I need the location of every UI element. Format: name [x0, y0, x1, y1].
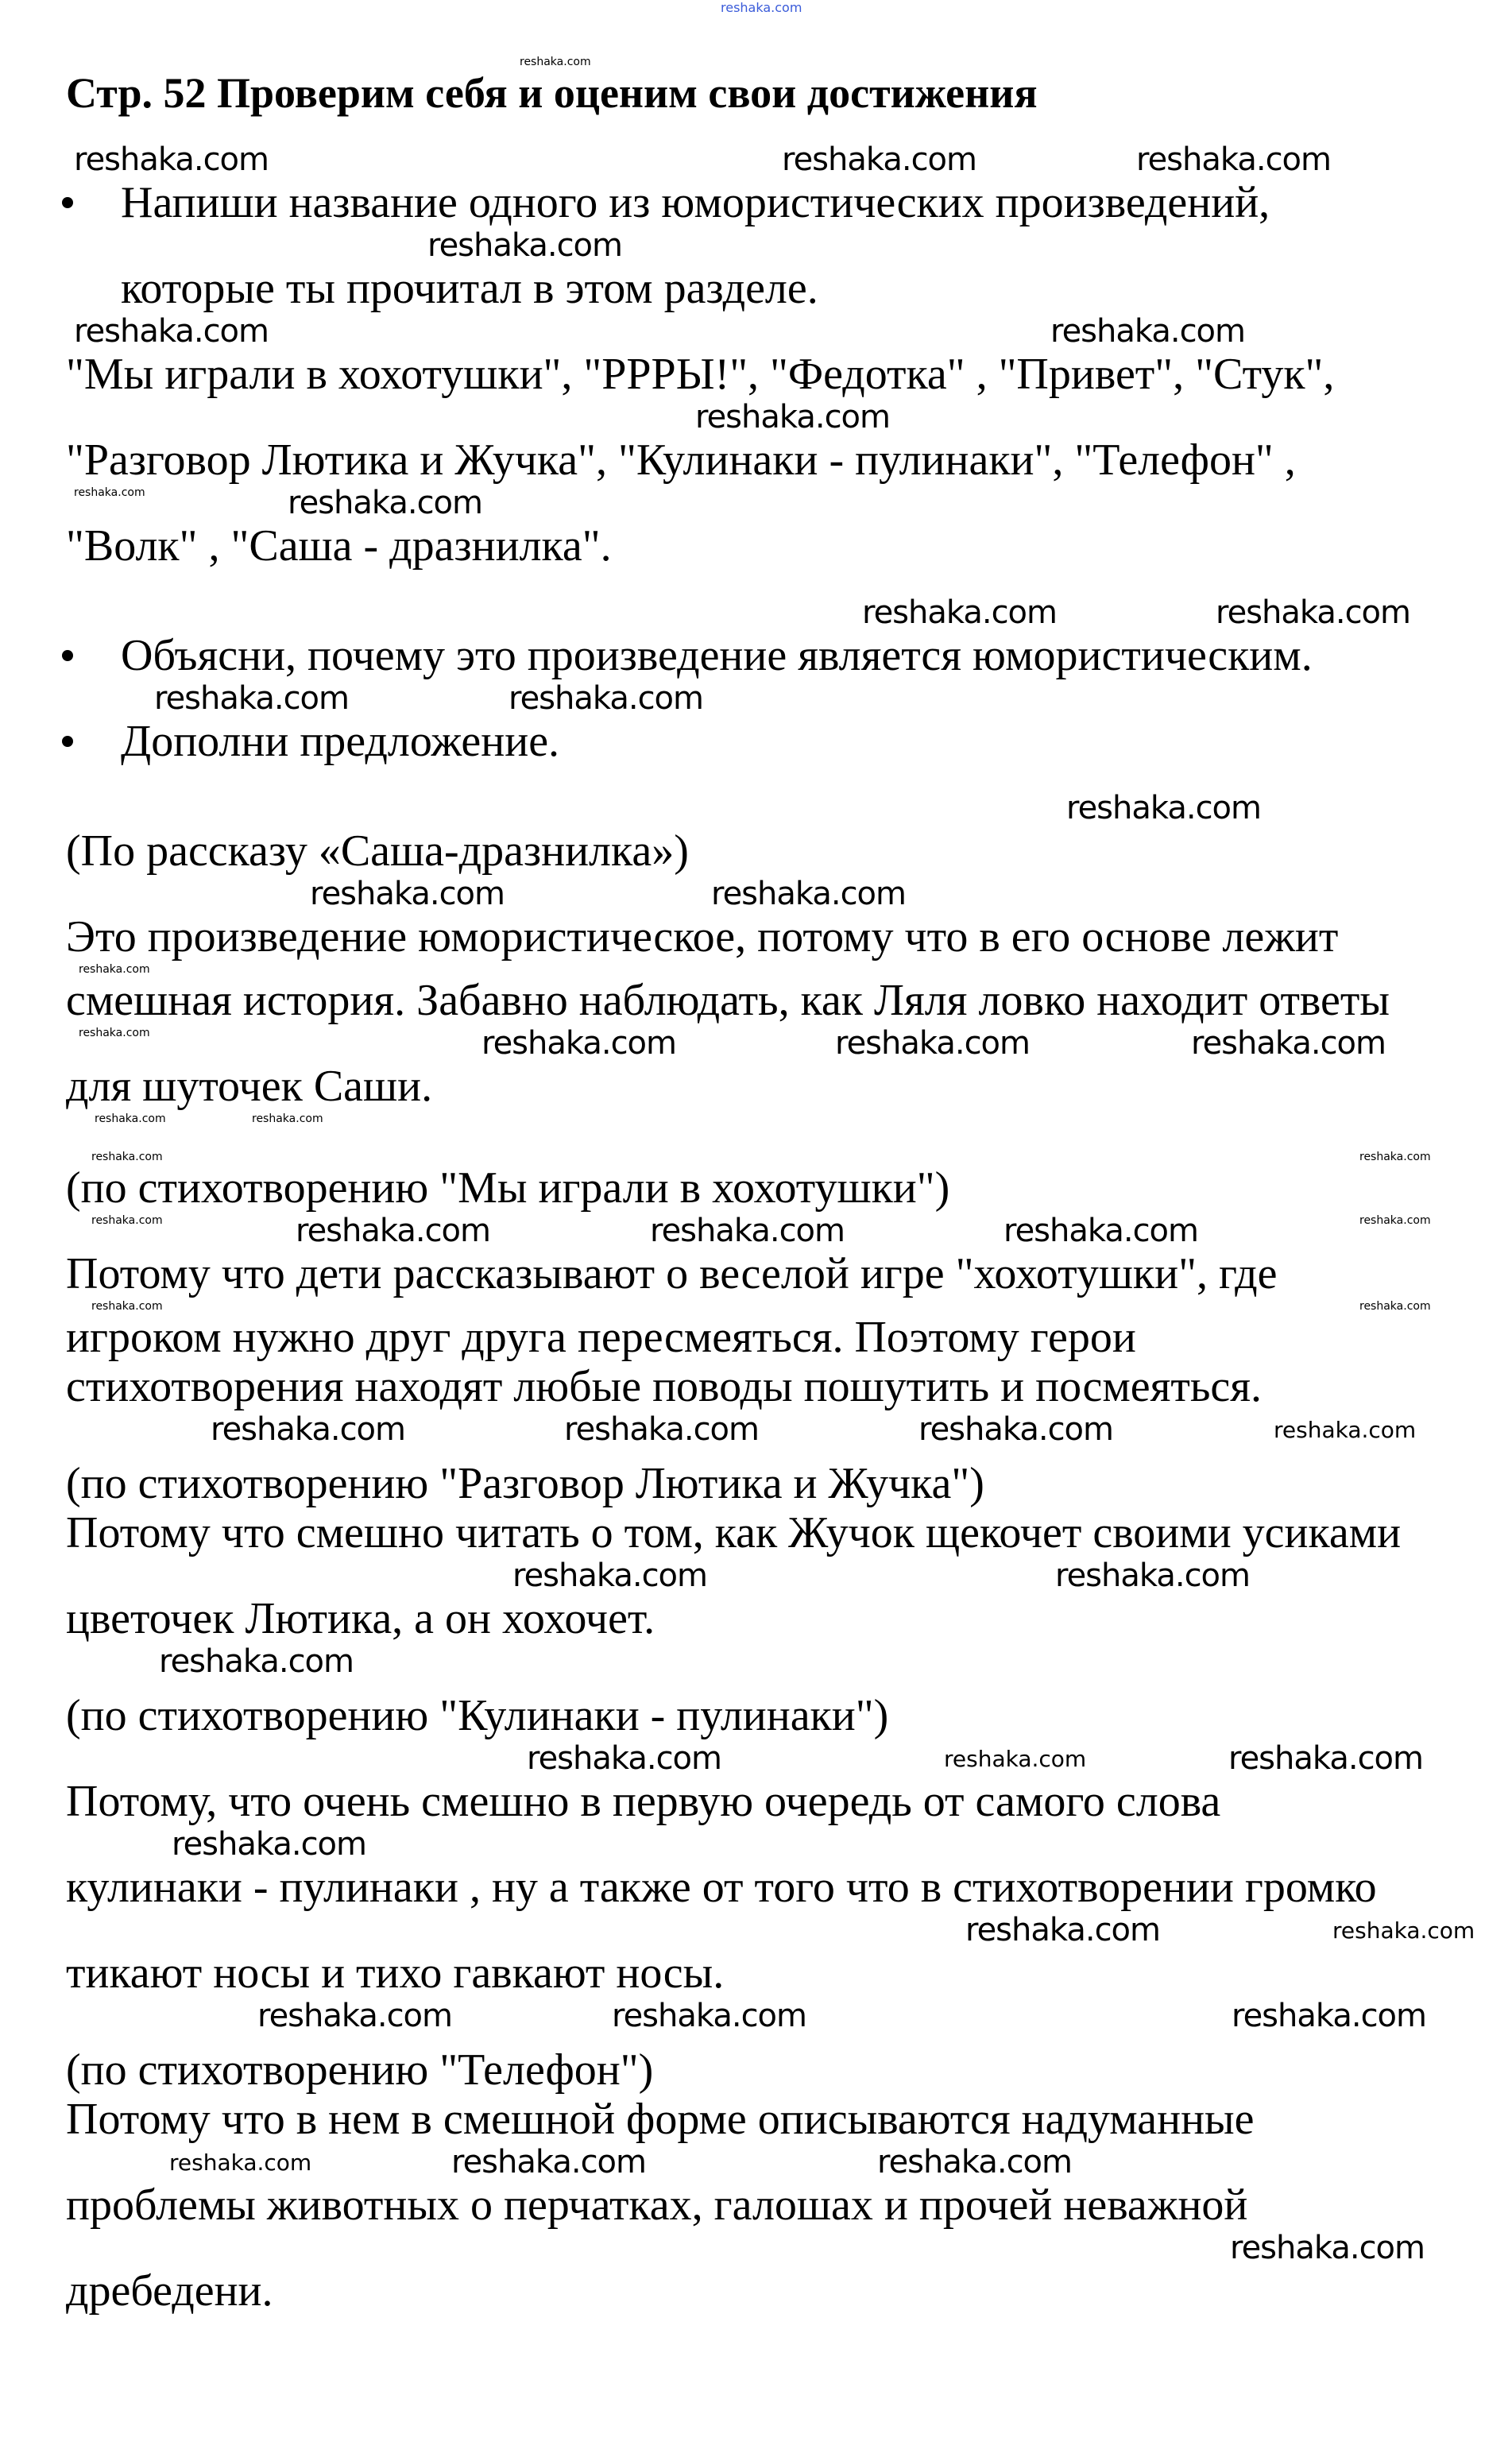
watermark: reshaka.com: [721, 0, 802, 15]
watermark: reshaka.com: [91, 1214, 163, 1227]
watermark: reshaka.com: [835, 1025, 1030, 1062]
watermark: reshaka.com: [95, 1112, 166, 1125]
watermark: reshaka.com: [310, 876, 505, 912]
answer-text: дребедени.: [66, 2266, 273, 2316]
answer-heading: (По рассказу «Саша-дразнилка»): [66, 826, 689, 876]
watermark-row: [0, 962, 1512, 976]
watermark-row: [0, 680, 1512, 717]
watermark: reshaka.com: [169, 2149, 312, 2176]
watermark-row: [0, 399, 1512, 435]
watermark: reshaka.com: [159, 1643, 354, 1680]
watermark: reshaka.com: [1066, 790, 1261, 826]
watermark: reshaka.com: [1359, 1151, 1431, 1163]
answer-heading: (по стихотворению "Телефон"): [66, 2045, 654, 2095]
watermark: reshaka.com: [564, 1411, 759, 1448]
bullet-icon: [62, 736, 73, 747]
watermark-row: [0, 313, 1512, 350]
watermark: reshaka.com: [1359, 1300, 1431, 1313]
watermark: reshaka.com: [1050, 313, 1245, 350]
watermark: reshaka.com: [211, 1411, 405, 1448]
answer-text: тикают носы и тихо гавкают носы.: [66, 1948, 725, 1998]
answer-text: кулинаки - пулинаки , ну а также от того что в стихотворении громко: [66, 1863, 1377, 1912]
answer-text: Потому что в нем в смешной форме описываются надуманные: [66, 2095, 1255, 2144]
watermark-row: [0, 2144, 1512, 2180]
watermark: reshaka.com: [944, 1746, 1087, 1772]
task-text: [121, 178, 1512, 227]
answer-text: Потому что смешно читать о том, как Жучок щекочет своими усиками: [66, 1508, 1402, 1557]
watermark: reshaka.com: [1274, 1417, 1417, 1443]
watermark: reshaka.com: [1332, 1917, 1475, 1944]
watermark-row: [0, 1826, 1512, 1863]
watermark: reshaka.com: [79, 1027, 150, 1039]
watermark-row: [0, 227, 1512, 264]
watermark-row: [0, 485, 1512, 521]
answer-text: смешная история. Забавно наблюдать, как Ляля ловко находит ответы: [66, 976, 1390, 1025]
watermark-row: [0, 1740, 1512, 1777]
watermark-row: [0, 54, 1512, 68]
works-list-line: "Мы играли в хохотушки", "РРРЫ!", "Федотка" , "Привет", "Стук",: [66, 350, 1335, 399]
answer-text: для шуточек Саши.: [66, 1062, 433, 1111]
watermark-row: [0, 594, 1512, 631]
watermark: reshaka.com: [154, 680, 349, 717]
task-text-line: Дополни предложение.: [121, 717, 560, 766]
watermark-row: [0, 790, 1512, 826]
watermark-row: [0, 141, 1512, 178]
task-text: [121, 717, 1512, 766]
watermark: reshaka.com: [296, 1213, 490, 1249]
watermark: reshaka.com: [91, 1300, 163, 1313]
watermark: reshaka.com: [512, 1557, 707, 1594]
watermark: reshaka.com: [1055, 1557, 1250, 1594]
bullet-icon: [62, 650, 73, 661]
watermark-row: [0, 1213, 1512, 1249]
answer-heading: (по стихотворению "Мы играли в хохотушки"): [66, 1163, 950, 1213]
watermark: reshaka.com: [695, 399, 890, 435]
watermark-row: [0, 1298, 1512, 1313]
watermark: reshaka.com: [782, 141, 976, 178]
watermark: reshaka.com: [1191, 1025, 1386, 1062]
watermark: reshaka.com: [1136, 141, 1331, 178]
watermark-row: [0, 2230, 1512, 2266]
task-text: [121, 631, 1512, 680]
watermark: reshaka.com: [1216, 594, 1410, 631]
answer-heading: (по стихотворению "Кулинаки - пулинаки"): [66, 1691, 889, 1740]
watermark: reshaka.com: [1230, 2230, 1425, 2266]
watermark: reshaka.com: [74, 486, 145, 499]
watermark: reshaka.com: [862, 594, 1057, 631]
bullet-icon: [62, 197, 73, 208]
watermark: reshaka.com: [612, 1998, 806, 2034]
watermark: reshaka.com: [172, 1826, 366, 1863]
watermark: reshaka.com: [918, 1411, 1113, 1448]
answer-text: Потому, что очень смешно в первую очередь от самого слова: [66, 1777, 1221, 1826]
answer-text: цветочек Лютика, а он хохочет.: [66, 1594, 655, 1643]
watermark-row: [0, 876, 1512, 912]
watermark: reshaka.com: [965, 1912, 1160, 1948]
task-text: которые ты прочитал в этом разделе.: [121, 264, 818, 313]
answer-text: игроком нужно друг друга пересмеяться. Поэтому герои: [66, 1313, 1136, 1362]
watermark-row: [0, 1411, 1512, 1448]
watermark-row: [0, 1025, 1512, 1062]
watermark: reshaka.com: [520, 56, 591, 68]
watermark-row: [0, 0, 1512, 14]
watermark: reshaka.com: [74, 313, 269, 350]
watermark: reshaka.com: [527, 1740, 721, 1777]
watermark: reshaka.com: [257, 1998, 452, 2034]
answer-text: Это произведение юмористическое, потому что в его основе лежит: [66, 912, 1339, 962]
watermark: reshaka.com: [481, 1025, 676, 1062]
watermark: reshaka.com: [288, 485, 482, 521]
watermark: reshaka.com: [1003, 1213, 1198, 1249]
answer-text: стихотворения находят любые поводы пошутить и посмеяться.: [66, 1362, 1262, 1411]
works-list-line: "Волк" , "Саша - дразнилка".: [66, 521, 612, 571]
answer-text: Потому что дети рассказывают о веселой игре "хохотушки", где: [66, 1249, 1278, 1298]
watermark-row: [0, 1643, 1512, 1680]
page-title: Стр. 52 Проверим себя и оценим свои достижения: [66, 69, 1038, 117]
watermark: reshaka.com: [427, 227, 622, 264]
watermark-row: [0, 1912, 1512, 1948]
watermark: reshaka.com: [91, 1151, 163, 1163]
watermark-row: [0, 1149, 1512, 1163]
task-text-line: Напиши название одного из юмористических произведений,: [121, 178, 1270, 227]
watermark: reshaka.com: [711, 876, 906, 912]
watermark-row: [0, 1557, 1512, 1594]
watermark: reshaka.com: [509, 680, 703, 717]
answer-heading: (по стихотворению "Разговор Лютика и Жучка"): [66, 1459, 984, 1508]
watermark: reshaka.com: [79, 963, 150, 976]
watermark: reshaka.com: [877, 2144, 1072, 2180]
watermark: reshaka.com: [451, 2144, 646, 2180]
watermark: reshaka.com: [1228, 1740, 1423, 1777]
watermark-row: [0, 1111, 1512, 1125]
answer-text: проблемы животных о перчатках, галошах и прочей неважной: [66, 2180, 1248, 2230]
watermark: reshaka.com: [650, 1213, 845, 1249]
watermark: reshaka.com: [252, 1112, 323, 1125]
watermark: reshaka.com: [74, 141, 269, 178]
works-list-line: "Разговор Лютика и Жучка", "Кулинаки - пулинаки", "Телефон" ,: [66, 435, 1296, 485]
task-text-line: Объясни, почему это произведение является юмористическим.: [121, 631, 1313, 680]
watermark: reshaka.com: [1232, 1998, 1426, 2034]
watermark: reshaka.com: [1359, 1214, 1431, 1227]
watermark-row: [0, 1998, 1512, 2034]
